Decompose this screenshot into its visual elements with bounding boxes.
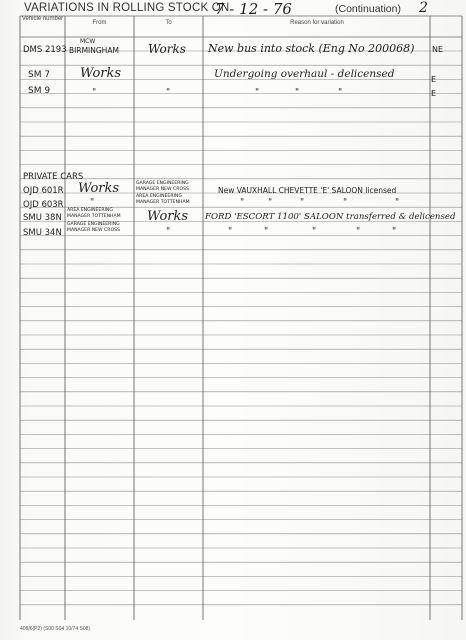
col-head-reason: Reason for variation xyxy=(290,20,344,26)
extra-code: E xyxy=(431,89,437,98)
ditto-mark: " xyxy=(338,88,343,98)
ditto-mark: " xyxy=(166,88,171,98)
ditto-mark: " xyxy=(90,198,95,208)
ditto-mark: " xyxy=(295,88,300,98)
to-value: Works xyxy=(147,209,189,224)
form-date: 7 - 12 - 76 xyxy=(215,0,292,18)
ditto-mark: " xyxy=(343,198,348,208)
from-line-2: MANAGER NEW CROSS xyxy=(67,228,120,233)
from-line-2: BIRMINGHAM xyxy=(69,46,119,55)
from-value: Works xyxy=(78,181,120,196)
ditto-mark: " xyxy=(268,198,273,208)
from-line-1: GARAGE ENGINEERING xyxy=(67,222,120,227)
section-heading: PRIVATE CARS xyxy=(23,172,84,182)
vehicle-number: OJD 601R xyxy=(23,186,64,196)
vehicle-number: SMU 34N xyxy=(23,228,62,238)
vehicle-number: SMU 38N xyxy=(23,213,62,223)
continuation-label: (Continuation) xyxy=(335,3,401,15)
reason-text: Undergoing overhaul - delicensed xyxy=(214,68,395,80)
to-line-1: AREA ENGINEERING xyxy=(136,194,182,199)
extra-code: NE xyxy=(432,45,444,54)
reason-text: New VAUXHALL CHEVETTE 'E' SALOON licensed xyxy=(218,186,397,195)
ditto-mark: " xyxy=(312,227,317,237)
ditto-mark: " xyxy=(264,227,269,237)
to-line-1: GARAGE ENGINEERING xyxy=(136,181,189,186)
reason-text: New bus into stock (Eng No 200068) xyxy=(208,42,415,55)
vehicle-number: OJD 603R xyxy=(23,200,64,210)
from-line-2: MANAGER TOTTENHAM xyxy=(67,214,121,219)
to-line-2: MANAGER TOTTENHAM xyxy=(136,200,190,205)
ditto-mark: " xyxy=(356,227,361,237)
form-title: VARIATIONS IN ROLLING STOCK ON xyxy=(24,2,230,14)
reason-text: FORD 'ESCORT 1100' SALOON transferred & delicensed xyxy=(205,212,456,222)
ditto-mark: " xyxy=(166,227,171,237)
ditto-mark: " xyxy=(255,88,260,98)
ditto-mark: " xyxy=(300,198,305,208)
col-head-to: To xyxy=(165,20,172,26)
ditto-mark: " xyxy=(92,88,97,98)
ditto-mark: " xyxy=(228,227,233,237)
ditto-mark: " xyxy=(240,198,245,208)
from-line-1: MCW xyxy=(80,38,96,45)
page-number: 2 xyxy=(419,0,428,16)
col-head-vehicle: Vehicle number xyxy=(21,16,64,22)
form-code: 408/6(P2) (S00 S04 10/74 S08) xyxy=(20,626,91,632)
col-head-from: From xyxy=(92,20,107,26)
ditto-mark: " xyxy=(392,227,397,237)
vehicle-number: SM 7 xyxy=(28,70,51,80)
from-line-1: AREA ENGINEERING xyxy=(67,208,113,213)
ditto-mark: " xyxy=(395,198,400,208)
to-line-2: MANAGER NEW CROSS xyxy=(136,187,189,192)
vehicle-number: DMS 2193 xyxy=(23,45,67,55)
to-value: Works xyxy=(148,42,186,56)
vehicle-number: SM 9 xyxy=(28,86,51,96)
from-value: Works xyxy=(80,66,122,81)
extra-code: E xyxy=(431,75,437,84)
